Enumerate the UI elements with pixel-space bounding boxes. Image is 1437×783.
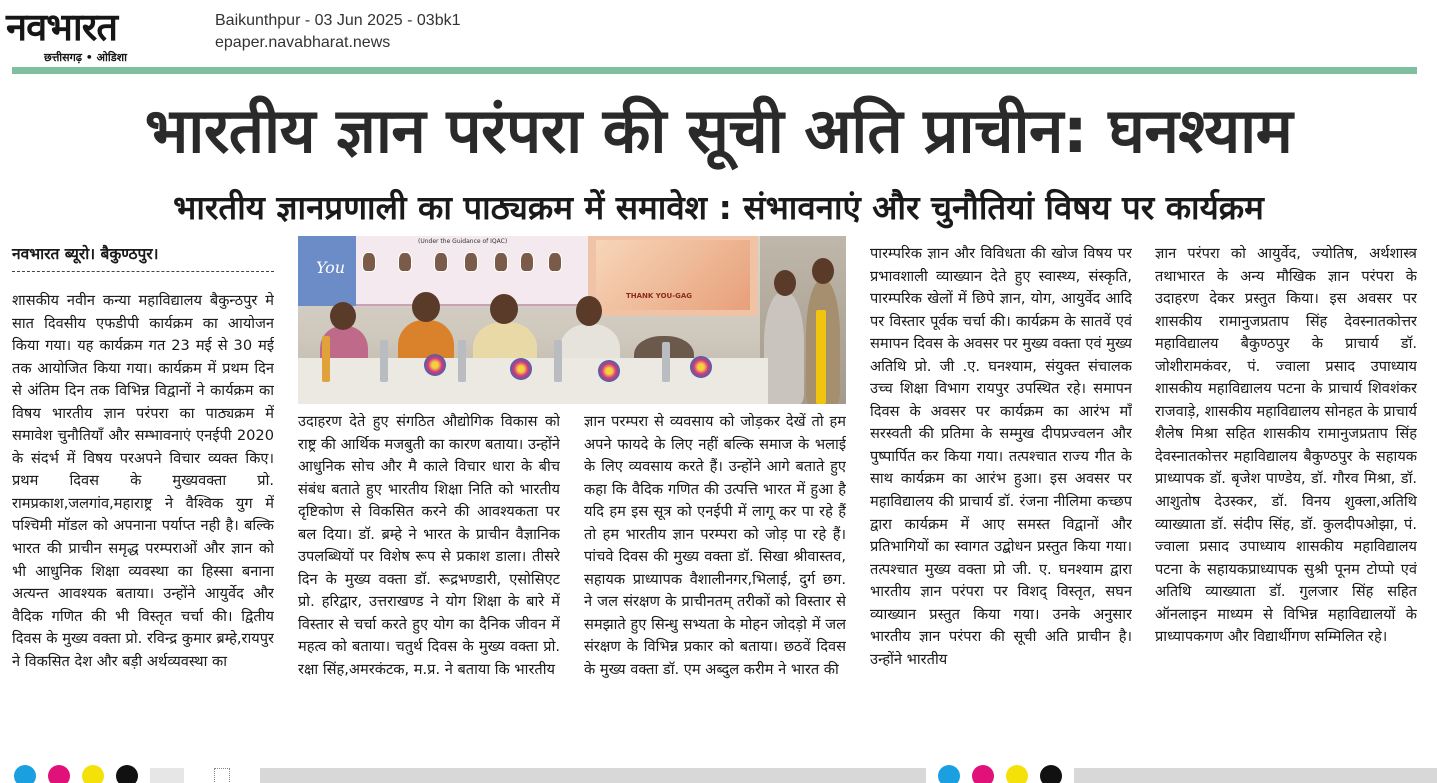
bottle (322, 336, 330, 382)
cmyk-dot-black (116, 765, 138, 783)
photo-banner (298, 236, 588, 306)
banner-portrait (362, 252, 376, 272)
banner-portrait (494, 252, 508, 272)
registration-mark (214, 768, 230, 783)
banner-portrait (434, 252, 448, 272)
cmyk-dot-cyan (14, 765, 36, 783)
person-head (576, 296, 602, 326)
bottle (554, 340, 562, 382)
person-head (812, 258, 834, 284)
flower-bouquet (510, 358, 532, 380)
bottle (380, 340, 388, 382)
article-column-1 (12, 290, 274, 750)
banner-portrait (464, 252, 478, 272)
flower-bouquet (598, 360, 620, 382)
flower-bouquet (690, 356, 712, 378)
gray-bar (150, 768, 184, 783)
article-column-5 (1155, 243, 1417, 751)
cmyk-dot-yellow (1006, 765, 1028, 783)
column-text: ज्ञान परंपरा को आयुर्वेद, ज्योतिष, अर्थशास्त्र तथाभारत के अन्य मौखिक ज्ञान परंपरा के उदाहरण देकर प्रस्तुत किया। इस अवसर पर शासकीय रामानुजप्रताप सिंह देवस्नातकोत्तर महाविद्यालय बैकुण्ठपुर के प्राचार्य डॉ. जोशीरामकंवर, पं. ज्वाला प्रसाद उपाध्याय शासकीय महाविद्यालय पटना के प्राचार्य शिवशंकर राजवाड़े, शासकीय महाविद्यालय सोनहत के प्राचार्य शैलेष मिश्रा सहित शासकीय रामानुजप्रताप सिंह देवस्नातकोत्तर महाविद्यालय बैकुण्ठपुर के सहायक प्राध्यापक डॉ. बृजेश पाण्डेय, डॉ. गौरव मिश्रा, डॉ. आशुतोष देउस्कर, डॉ. विनय शुक्ला,अतिथि व्याख्याता डॉ. संदीप सिंह, डॉ. कुलदीपओझा, पं. ज्वाला प्रसाद उपाध्याय शासकीय महाविद्यालय पटना के सहायकप्राध्यापक सुश्री पूनम टोप्पो एवं अतिथि व्याख्याता डॉ. गुलजार सिंह सहित ऑनलाइन माध्यम से विभिन्न महाविद्यालयों के प्राध्यापकगण और विद्यार्थीगण सम्मिलित रहे। (1155, 245, 1417, 646)
logo-title: नवभारत (6, 5, 117, 49)
banner-portrait (398, 252, 412, 272)
masthead (0, 0, 1437, 66)
article-column-3 (584, 411, 846, 751)
article-column-2 (298, 411, 560, 751)
person-head (412, 292, 440, 322)
banner-portrait (520, 252, 534, 272)
cmyk-dot-yellow (82, 765, 104, 783)
person (764, 292, 804, 404)
site-url[interactable]: epaper.navabharat.news (215, 34, 391, 51)
edition-line: Baikunthpur - 03 Jun 2025 - 03bk1 (215, 12, 461, 29)
newspaper-logo (2, 4, 198, 66)
logo-subtitle: छत्तीसगढ़ • ओडिशा (44, 51, 127, 64)
banner-portrait (548, 252, 562, 272)
banner-left-panel (298, 236, 356, 306)
event-photo (298, 236, 846, 404)
cmyk-dot-magenta (972, 765, 994, 783)
bottle (458, 340, 466, 382)
cmyk-dot-cyan (938, 765, 960, 783)
column-text: पारम्परिक ज्ञान और विविधता की खोज विषय पर प्रभावशाली व्याख्यान देते हुए स्वास्थ्य, संस्कृति, पारम्परिक खेलों में छिपे ज्ञान, योग, आयुर्वेद आदि पर विस्तार पूर्वक चर्चा की। कार्यक्रम के सातवें एवं समापन दिवस के अवसर पर मुख्य वक्ता एवं मुख्य अतिथि प्रो. जी .ए. घनश्याम, संयुक्त संचालक उच्च शिक्षा विभाग रायपुर उपस्थित रहे। समापन दिवस के अवसर पर कार्यक्रम का आरंभ माँ सरस्वती की प्रतिमा के सम्मुख दीपप्रज्वलन और पुष्पार्पित कर किया गया। तत्पश्चात राज्य गीत के साथ कार्यक्रम का आरंभ हुआ। इस अवसर पर महाविद्यालय की प्राचार्य डॉ. रंजना नीलिमा कच्छप द्वारा कार्यक्रम में आए समस्त विद्वानों और प्रतिभागियों का स्वागत उद्बोधन प्रस्तुत किया गया। तत्पश्चात मुख्य वक्ता प्रो जी. ए. घनश्याम द्वारा भारतीय ज्ञान परंपरा पर विशद् विस्तृत, सघन व्याख्यान प्रस्तुत किया गया। उनके अनुसार भारतीय ज्ञान परंपरा की सूची अति प्राचीन है। उन्होंने भारतीय (870, 245, 1132, 668)
column-text: उदाहरण देते हुए संगठित औद्योगिक विकास को राष्ट्र की आर्थिक मजबुती का कारण बताया। उन्होंने आधुनिक सोच और मै काले विचार धारा के बीच संबंध बताते हुए भारतीय शिक्षा निति को भारतीय दृष्टिकोण से विकसित करने की आवश्यकता पर बल दिया। डॉ. ब्रम्हे ने भारत के प्राचीन वैज्ञानिक उपलब्धियों पर विशेष रूप से प्रकाश डाला। तीसरे दिन के मुख्य वक्ता डॉ. रूद्रभण्डारी, एसोसिएट प्रो. हरिद्वार, उत्तराखण्ड ने योग शिक्षा के बारे में विस्तार से चर्चा करते हुए योग का दैनिक जीवन में महत्व को बताया। चतुर्थ दिवस के मुख्य वक्ता प्रो. रक्षा सिंह,अमरकंटक, म.प्र. ने बताया कि भारतीय (298, 413, 560, 679)
projector-screen (588, 236, 758, 316)
person-head (774, 270, 796, 296)
banner-left-text: You (316, 258, 346, 277)
bottle (662, 342, 670, 382)
cmyk-dot-magenta (48, 765, 70, 783)
edition-info (215, 10, 461, 54)
screen-text: THANK YOU-GAG (626, 292, 693, 300)
print-marks (0, 762, 1437, 783)
gray-bar (260, 768, 926, 783)
article-headline: भारतीय ज्ञान परंपरा की सूची अति प्राचीन: घनश्याम (144, 94, 1293, 167)
cmyk-dot-black (1040, 765, 1062, 783)
article-byline: नवभारत ब्यूरो। बैकुण्ठपुर। (12, 240, 274, 272)
banner-guidance-text: (Under the Guidance of IQAC) (418, 238, 508, 245)
screen-slide (596, 240, 750, 310)
gray-bar (1074, 768, 1437, 783)
person-head (490, 294, 518, 324)
column-text: शासकीय नवीन कन्या महाविद्यालय बैकुन्ठपुर मे सात दिवसीय एफडीपी कार्यक्रम का आयोजन किया गया। यह कार्यक्रम गत 23 मई से 30 मई तक आयोजित किया गया। कार्यक्रम में प्रथम दिन से अंतिम दिन तक विभिन्न विद्वानों ने कार्यक्रम का विषय भारतीय ज्ञान परंपरा का पाठ्यक्रम में समावेश चुनौतियाँ और सम्भावनाएं एनईपी 2020 के संदर्भ में विषय परअपने विचार व्यक्त किए। प्रथम दिवस के मुख्यवक्ता प्रो. रामप्रकाश,जलगांव,महाराष्ट्र ने वैश्विक युग में पश्चिमी मॉडल को अपनाना पर्याप्त नही है। बल्कि भारत की प्राचीन समृद्ध परम्पराओं और ज्ञान को भी आधुनिक शिक्षा व्यवस्था का हिस्सा बनाना अत्यन्त आवश्यक बताया। उन्होंने आयुर्वेद और वैदिक गणित की भी विस्तृत चर्चा की। द्वितीय दिवस के मुख्य वक्ता प्रो. रविन्द्र कुमार ब्रम्हे,रायपुर ने विकसित देश और बड़ी अर्थव्यवस्था का (12, 292, 274, 670)
person-head (330, 302, 356, 330)
article-subheadline: भारतीय ज्ञानप्रणाली का पाठ्यक्रम में समावेश : संभावनाएं और चुनौतियां विषय पर कार्यक्रम (173, 188, 1264, 227)
header-divider (12, 67, 1417, 74)
flower-bouquet (424, 354, 446, 376)
column-text: ज्ञान परम्परा से व्यवसाय को जोड़कर देखें तो हम अपने फायदे के लिए नहीं बल्कि समाज के भलाई के लिए व्यवसाय करते हैं। उन्होंने आगे बताते हुए कहा कि वैदिक गणित की उत्पत्ति भारत में हुआ है यदि हम इस सूत्र को एनईपी में लागू कर पा रहे हैं तो हम भारतीय ज्ञान परम्परा को जोड़ पा रहे हैं। पांचवे दिवस की मुख्य वक्ता डॉ. सिखा श्रीवास्तव, सहायक प्राध्यापक वैशालीनगर,भिलाई, दुर्ग छग. ने जल संरक्षण के प्राचीनतम् तरीकों को विस्तार से समझाते हुए सिन्धु सभ्यता के मोहन जोदड़ो में जल संरक्षण के विभिन्न प्रकार को बताया। छठवें दिवस के मुख्य वक्ता डॉ. एम अब्दुल करीम ने भारत की (584, 413, 846, 679)
garland (816, 310, 826, 404)
article-column-4 (870, 243, 1132, 751)
